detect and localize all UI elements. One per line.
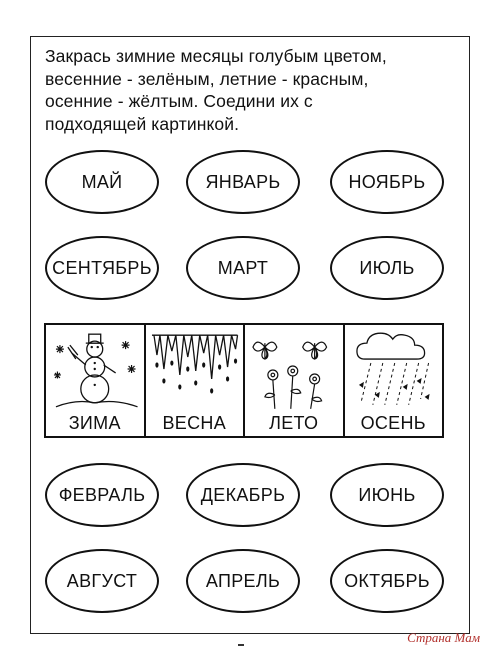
snowman-icon — [46, 325, 144, 411]
task-instructions — [45, 45, 465, 135]
instruction-line: подходящей картинкой. — [45, 113, 240, 134]
month-oval-april[interactable] — [186, 549, 300, 613]
instruction-line: весенние - зелёным, летние - красным, — [45, 68, 369, 89]
month-label: МАРТ — [217, 257, 269, 278]
rain-cloud-leaves-icon — [345, 325, 443, 411]
month-oval-may[interactable] — [45, 150, 159, 214]
month-label: ДЕКАБРЬ — [200, 484, 286, 505]
month-label: ФЕВРАЛЬ — [58, 484, 146, 505]
month-oval-january[interactable] — [186, 150, 300, 214]
month-oval-august[interactable] — [45, 549, 159, 613]
month-oval-february[interactable] — [45, 463, 159, 527]
month-oval-march[interactable] — [186, 236, 300, 300]
season-cell-summer[interactable] — [245, 325, 345, 436]
season-label: ЛЕТО — [269, 413, 319, 433]
season-label: ОСЕНЬ — [360, 413, 426, 433]
instruction-line: Закрась зимние месяцы голубым цветом, — [45, 46, 387, 66]
season-pictures — [44, 323, 444, 438]
month-oval-october[interactable] — [330, 549, 444, 613]
month-label: НОЯБРЬ — [348, 171, 426, 192]
season-cell-autumn[interactable] — [345, 325, 443, 436]
season-cell-winter[interactable] — [46, 325, 146, 436]
instruction-line: осенние - жёлтым. Соедини их с — [45, 91, 313, 111]
month-oval-september[interactable] — [45, 236, 159, 300]
month-label: ЯНВАРЬ — [205, 171, 281, 192]
month-label: АВГУСТ — [66, 570, 138, 591]
season-cell-spring[interactable] — [146, 325, 246, 436]
flowers-butterflies-icon — [245, 325, 343, 411]
season-label: ЗИМА — [68, 413, 121, 433]
month-label: ИЮЛЬ — [359, 257, 415, 278]
icicles-icon — [146, 325, 244, 411]
page-mark — [238, 644, 244, 646]
month-oval-june[interactable] — [330, 463, 444, 527]
month-label: АПРЕЛЬ — [205, 570, 281, 591]
month-oval-july[interactable] — [330, 236, 444, 300]
season-label: ВЕСНА — [162, 413, 226, 433]
month-oval-december[interactable] — [186, 463, 300, 527]
month-label: ИЮНЬ — [358, 484, 416, 505]
site-watermark: Страна Мам — [407, 630, 480, 645]
month-label: МАЙ — [81, 171, 123, 192]
month-oval-november[interactable] — [330, 150, 444, 214]
month-label: СЕНТЯБРЬ — [52, 257, 152, 278]
month-label: ОКТЯБРЬ — [344, 570, 430, 591]
